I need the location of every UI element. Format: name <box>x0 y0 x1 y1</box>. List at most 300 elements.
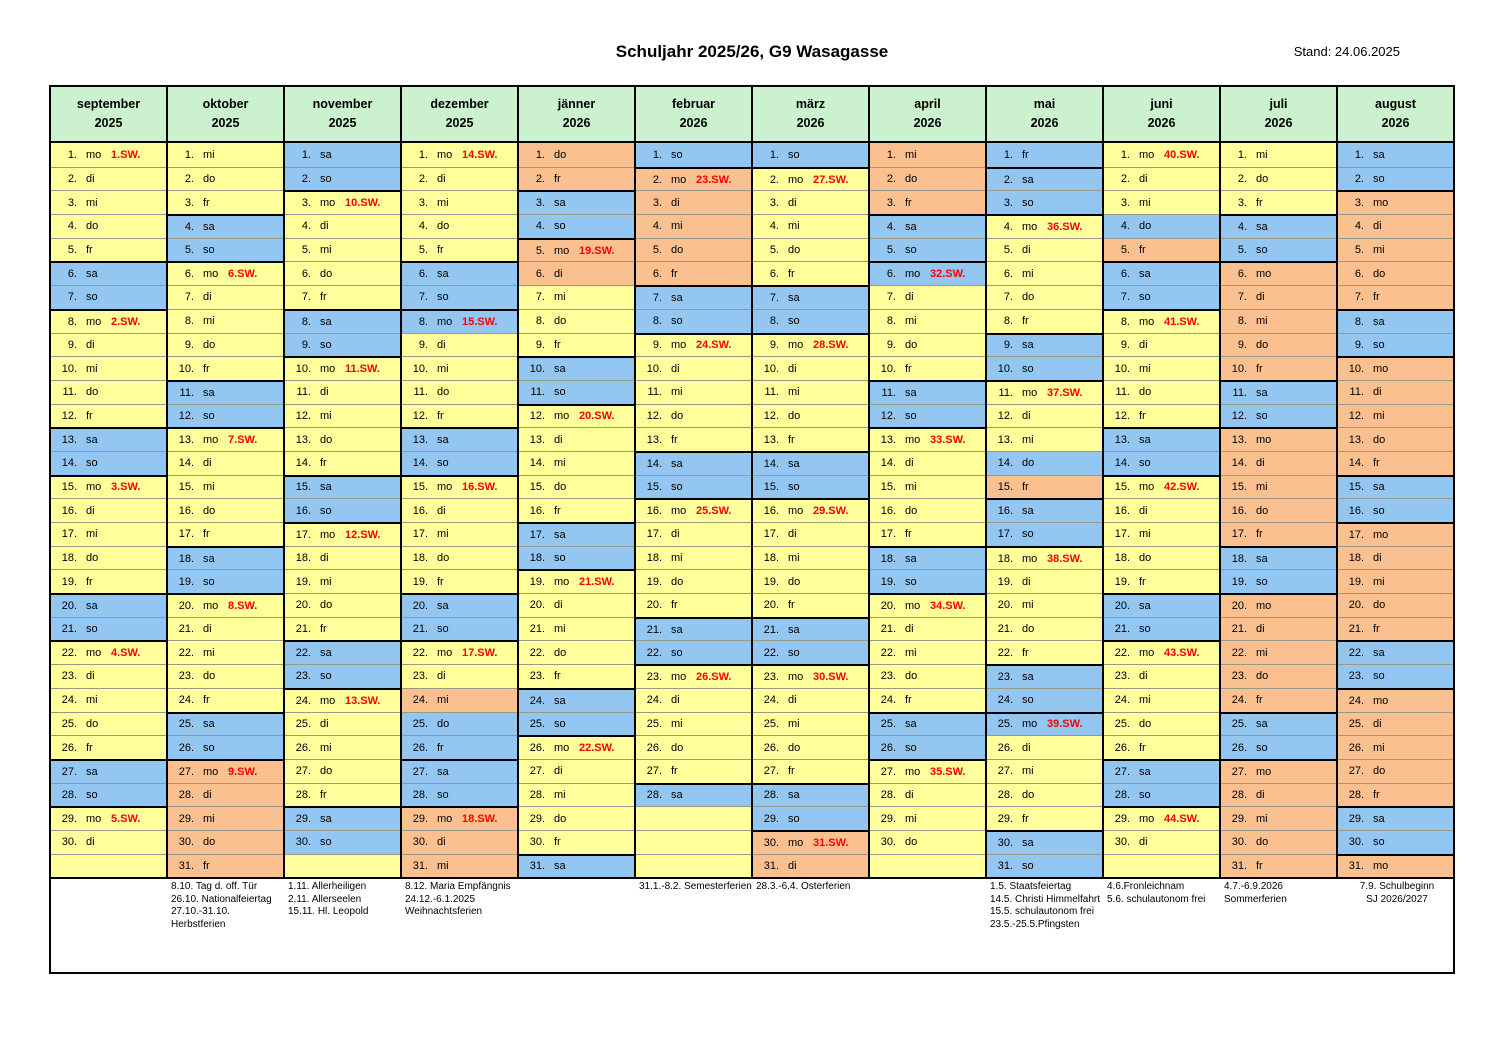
day-cell-august-4 <box>1338 214 1453 238</box>
day-cell-februar-27 <box>636 759 751 783</box>
day-number: 31. <box>763 859 779 872</box>
day-number: 8. <box>769 315 779 328</box>
day-cell-mai-23 <box>987 664 1102 688</box>
day-weekday: so <box>320 173 332 186</box>
day-cell-september-3 <box>51 190 166 214</box>
day-weekday: mo <box>320 694 336 707</box>
day-number: 14. <box>880 457 896 470</box>
day-cell-september-27 <box>51 759 166 783</box>
day-number: 30. <box>1231 836 1247 849</box>
day-cell-juli-17 <box>1221 522 1336 546</box>
day-weekday: mi <box>320 741 332 754</box>
month-column-september <box>51 87 168 877</box>
day-number: 12. <box>1231 409 1247 422</box>
day-number: 22. <box>61 647 77 660</box>
day-number: 11. <box>1349 386 1364 399</box>
day-weekday: sa <box>203 718 215 731</box>
day-number: 13. <box>1231 434 1247 447</box>
day-number: 16. <box>61 504 77 517</box>
day-weekday: mo <box>788 505 804 518</box>
day-cell-august-23 <box>1338 664 1453 688</box>
day-cell-april-2 <box>870 167 985 191</box>
day-cell-dezember-31 <box>402 854 517 878</box>
day-number: 26. <box>61 741 77 754</box>
day-weekday: mo <box>554 410 570 423</box>
day-weekday: sa <box>1373 813 1385 826</box>
day-cell-mai-1 <box>987 143 1102 167</box>
day-number: 2. <box>652 173 662 186</box>
note-line: 1.5. Staatsfeiertag <box>990 881 1072 893</box>
day-weekday: di <box>437 173 446 186</box>
day-number: 7. <box>184 291 194 304</box>
day-weekday: so <box>437 457 449 470</box>
day-weekday: di <box>86 173 95 186</box>
day-weekday: di <box>554 267 563 280</box>
day-weekday: fr <box>905 528 912 541</box>
note-cell-april <box>870 879 987 972</box>
day-number: 16. <box>529 504 545 517</box>
month-year: 2025 <box>445 116 474 130</box>
day-weekday: di <box>1139 504 1148 517</box>
day-number: 8. <box>886 315 896 328</box>
day-cell-juli-19 <box>1221 569 1336 593</box>
school-week-badge: 10.SW. <box>345 197 381 210</box>
day-cell-juni-1 <box>1104 143 1219 167</box>
day-cell-april-11 <box>870 380 985 404</box>
day-cell-märz-20 <box>753 593 868 617</box>
day-number: 25. <box>412 717 428 730</box>
day-number: 13. <box>412 434 428 447</box>
day-number: 29. <box>412 813 428 826</box>
day-cell-november-24 <box>285 688 400 712</box>
day-number: 19. <box>1231 575 1247 588</box>
day-weekday: do <box>554 812 567 825</box>
day-weekday: so <box>1373 836 1385 849</box>
day-number: 10. <box>61 362 77 375</box>
note-line: 27.10.-31.10. <box>171 906 230 918</box>
day-number: 19. <box>529 576 545 589</box>
day-cell-februar-13 <box>636 427 751 451</box>
day-cell-februar-5 <box>636 238 751 262</box>
day-cell-mai-24 <box>987 688 1102 712</box>
day-number: 25. <box>61 717 77 730</box>
day-number: 21. <box>412 623 428 636</box>
day-cell-juli-15 <box>1221 475 1336 499</box>
day-weekday: do <box>1373 599 1386 612</box>
day-number: 24. <box>997 694 1013 707</box>
day-cell-august-25 <box>1338 712 1453 736</box>
day-weekday: do <box>1139 386 1152 399</box>
day-cell-september-2 <box>51 167 166 191</box>
month-header-august <box>1338 87 1453 143</box>
day-cell-juni-30 <box>1104 830 1219 854</box>
day-number: 31. <box>412 859 428 872</box>
day-number: 13. <box>1114 434 1130 447</box>
day-number: 10. <box>1114 362 1130 375</box>
day-weekday: sa <box>554 860 566 873</box>
day-weekday: mo <box>437 813 453 826</box>
day-weekday: mi <box>437 859 449 872</box>
day-number: 3. <box>886 196 896 209</box>
day-number: 4. <box>1003 220 1013 233</box>
day-number: 6. <box>67 268 77 281</box>
day-number: 11. <box>764 386 779 399</box>
day-weekday: mo <box>1022 220 1038 233</box>
day-weekday: so <box>320 504 332 517</box>
day-number: 23. <box>412 670 428 683</box>
day-cell-oktober-17 <box>168 522 283 546</box>
day-weekday: fr <box>437 575 444 588</box>
day-weekday: mo <box>437 148 453 161</box>
day-cell-april-21 <box>870 617 985 641</box>
month-column-oktober <box>168 87 285 877</box>
day-weekday: do <box>437 717 450 730</box>
day-weekday: fr <box>1022 812 1029 825</box>
day-cell-juli-14 <box>1221 451 1336 475</box>
day-number: 8. <box>1120 315 1130 328</box>
day-cell-jänner-15 <box>519 475 634 499</box>
day-number: 15. <box>529 480 545 493</box>
day-cell-august-14 <box>1338 451 1453 475</box>
day-cell-september-5 <box>51 238 166 262</box>
day-number: 23. <box>295 670 311 683</box>
day-weekday: do <box>320 599 333 612</box>
day-weekday: fr <box>1139 741 1146 754</box>
note-cell-juli <box>1221 879 1338 972</box>
day-cell-april-8 <box>870 309 985 333</box>
day-number: 26. <box>646 741 662 754</box>
day-cell-juli-9 <box>1221 333 1336 357</box>
day-cell-september-23 <box>51 664 166 688</box>
day-number: 17. <box>412 528 428 541</box>
day-number: 6. <box>535 267 545 280</box>
day-cell-jänner-12 <box>519 404 634 428</box>
day-weekday: do <box>203 338 216 351</box>
day-weekday: fr <box>1256 196 1263 209</box>
day-number: 15. <box>997 480 1013 493</box>
day-number: 17. <box>178 528 194 541</box>
day-number: 5. <box>184 244 194 257</box>
day-number: 20. <box>295 599 311 612</box>
day-weekday: di <box>1256 788 1265 801</box>
day-cell-dezember-29 <box>402 806 517 830</box>
day-cell-april-6 <box>870 261 985 285</box>
day-cell-november-29 <box>285 806 400 830</box>
day-number: 14. <box>529 457 545 470</box>
day-weekday: di <box>788 694 797 707</box>
day-cell-juli-2 <box>1221 167 1336 191</box>
day-number: 10. <box>178 362 194 375</box>
day-cell-september-17 <box>51 522 166 546</box>
day-number: 28. <box>295 788 311 801</box>
note-cell-dezember <box>402 879 519 972</box>
day-weekday: di <box>1139 338 1148 351</box>
day-cell-november-2 <box>285 167 400 191</box>
day-weekday: sa <box>1256 220 1268 233</box>
day-weekday: mo <box>1373 528 1389 541</box>
day-weekday: sa <box>671 291 683 304</box>
month-name: september <box>76 96 141 111</box>
day-cell-juni-21 <box>1104 617 1219 641</box>
school-week-badge: 5.SW. <box>111 813 141 826</box>
day-number: 21. <box>997 623 1013 636</box>
day-number: 30. <box>529 836 545 849</box>
day-weekday: so <box>203 244 215 257</box>
day-weekday: do <box>1022 788 1035 801</box>
day-weekday: di <box>1256 457 1265 470</box>
day-number: 23. <box>763 670 779 683</box>
day-number: 4. <box>769 220 779 233</box>
day-number: 20. <box>178 599 194 612</box>
month-name: märz <box>795 96 826 111</box>
note-line: 28.3.-6.4. Osterferien <box>756 881 851 893</box>
day-cell-september-21 <box>51 617 166 641</box>
day-cell-dezember-3 <box>402 190 517 214</box>
day-cell-februar-28 <box>636 783 751 807</box>
day-weekday: di <box>788 196 797 209</box>
day-weekday: mo <box>203 599 219 612</box>
day-cell-jänner-16 <box>519 498 634 522</box>
day-number: 3. <box>418 196 428 209</box>
note-line: 7.9. Schulbeginn <box>1359 881 1435 893</box>
day-weekday: di <box>671 694 680 707</box>
day-cell-juli-31 <box>1221 854 1336 878</box>
day-cell-juli-26 <box>1221 735 1336 759</box>
day-cell-september-11 <box>51 380 166 404</box>
day-weekday: mi <box>203 148 215 161</box>
day-weekday: do <box>1373 433 1386 446</box>
day-cell-märz-2 <box>753 167 868 191</box>
day-weekday: mi <box>1373 409 1385 422</box>
day-number: 5. <box>1237 244 1247 257</box>
day-weekday: sa <box>86 268 98 281</box>
day-cell-mai-8 <box>987 309 1102 333</box>
day-number: 31. <box>178 859 194 872</box>
day-weekday: so <box>554 220 566 233</box>
day-weekday: so <box>1256 244 1268 257</box>
day-weekday: di <box>554 599 563 612</box>
school-week-badge: 15.SW. <box>462 315 498 328</box>
day-cell-mai-29 <box>987 806 1102 830</box>
day-number: 21. <box>178 623 194 636</box>
day-number: 20. <box>997 599 1013 612</box>
day-cell-juni-11 <box>1104 380 1219 404</box>
day-cell-mai-27 <box>987 759 1102 783</box>
day-cell-august-3 <box>1338 190 1453 214</box>
day-number: 10. <box>997 362 1013 375</box>
day-cell-november-27 <box>285 759 400 783</box>
day-cell-juli-20 <box>1221 593 1336 617</box>
day-cell-februar-20 <box>636 593 751 617</box>
day-cell-märz-13 <box>753 427 868 451</box>
day-cell-april-23 <box>870 664 985 688</box>
day-weekday: do <box>788 244 801 257</box>
day-cell-april-17 <box>870 522 985 546</box>
day-cell-oktober-5 <box>168 238 283 262</box>
day-cell-september-4 <box>51 214 166 238</box>
month-column-august <box>1338 87 1453 877</box>
day-number: 16. <box>880 504 896 517</box>
day-weekday: do <box>788 575 801 588</box>
day-cell-oktober-13 <box>168 427 283 451</box>
day-cell-jänner-25 <box>519 712 634 736</box>
day-number: 5. <box>886 244 896 257</box>
day-number: 15. <box>1348 481 1364 494</box>
day-weekday: so <box>437 291 449 304</box>
day-weekday: so <box>203 741 215 754</box>
day-number: 31. <box>529 860 545 873</box>
day-weekday: fr <box>320 291 327 304</box>
school-week-badge: 32.SW. <box>930 268 966 281</box>
day-cell-mai-15 <box>987 475 1102 499</box>
day-number: 13. <box>997 433 1013 446</box>
day-number: 12. <box>646 409 662 422</box>
day-weekday: di <box>86 836 95 849</box>
day-number: 26. <box>1348 741 1364 754</box>
day-weekday: do <box>905 670 918 683</box>
day-cell-dezember-8 <box>402 309 517 333</box>
day-number: 22. <box>1231 646 1247 659</box>
day-cell-dezember-22 <box>402 640 517 664</box>
school-week-badge: 7.SW. <box>228 434 258 447</box>
day-cell-dezember-12 <box>402 404 517 428</box>
day-weekday: so <box>1256 741 1268 754</box>
day-cell-juli-10 <box>1221 356 1336 380</box>
day-cell-juni-29 <box>1104 806 1219 830</box>
day-cell-dezember-1 <box>402 143 517 167</box>
day-number: 14. <box>1348 457 1364 470</box>
month-header-november <box>285 87 400 143</box>
month-name: juli <box>1269 96 1288 111</box>
school-week-badge: 35.SW. <box>930 765 966 778</box>
day-cell-mai-10 <box>987 356 1102 380</box>
day-number: 10. <box>763 362 779 375</box>
day-cell-märz-11 <box>753 380 868 404</box>
day-weekday: do <box>86 220 99 233</box>
day-number: 5. <box>769 244 779 257</box>
day-weekday: mo <box>203 434 219 447</box>
day-cell-mai-9 <box>987 333 1102 357</box>
day-cell-jänner-9 <box>519 333 634 357</box>
day-number: 27. <box>1231 765 1247 778</box>
day-weekday: fr <box>788 765 795 778</box>
day-weekday: fr <box>671 765 678 778</box>
month-name: februar <box>671 96 716 111</box>
day-weekday: mi <box>1139 362 1151 375</box>
day-weekday: sa <box>554 197 566 210</box>
day-number: 29. <box>61 813 77 826</box>
day-weekday: sa <box>788 789 800 802</box>
day-number: 19. <box>997 575 1013 588</box>
day-weekday: do <box>203 836 216 849</box>
day-number: 9. <box>67 338 77 351</box>
school-week-badge: 4.SW. <box>111 647 141 660</box>
day-number: 5. <box>1354 244 1364 257</box>
day-cell-oktober-21 <box>168 617 283 641</box>
day-cell-august-22 <box>1338 640 1453 664</box>
day-weekday: di <box>320 386 329 399</box>
day-number: 14. <box>61 457 77 470</box>
day-number: 2. <box>1237 173 1247 186</box>
day-number: 18. <box>646 552 662 565</box>
month-year: 2025 <box>328 116 357 130</box>
day-cell-april-28 <box>870 783 985 807</box>
day-weekday: di <box>788 859 797 872</box>
day-number: 13. <box>646 433 662 446</box>
day-number: 11. <box>413 386 428 399</box>
day-cell-april-13 <box>870 427 985 451</box>
day-cell-april-4 <box>870 214 985 238</box>
note-line: 15.11. Hl. Leopold <box>288 906 369 918</box>
day-cell-empty <box>285 854 400 878</box>
day-weekday: mo <box>1139 813 1155 826</box>
school-week-badge: 29.SW. <box>813 505 849 518</box>
day-weekday: di <box>203 623 212 636</box>
day-cell-april-25 <box>870 712 985 736</box>
day-cell-juni-15 <box>1104 475 1219 499</box>
day-weekday: mi <box>203 646 215 659</box>
day-cell-november-6 <box>285 261 400 285</box>
day-cell-empty <box>636 806 751 830</box>
day-cell-februar-6 <box>636 261 751 285</box>
day-cell-november-10 <box>285 356 400 380</box>
day-weekday: sa <box>554 528 566 541</box>
day-number: 18. <box>529 552 545 565</box>
day-cell-dezember-10 <box>402 356 517 380</box>
day-weekday: so <box>86 291 98 304</box>
day-weekday: sa <box>1373 647 1385 660</box>
day-number: 20. <box>529 599 545 612</box>
day-cell-dezember-6 <box>402 261 517 285</box>
day-weekday: di <box>437 504 446 517</box>
day-weekday: sa <box>788 623 800 636</box>
month-header-februar <box>636 87 751 143</box>
day-weekday: sa <box>905 386 917 399</box>
day-weekday: di <box>554 433 563 446</box>
day-number: 3. <box>652 196 662 209</box>
month-name: dezember <box>430 96 489 111</box>
day-weekday: di <box>1022 575 1031 588</box>
school-week-badge: 3.SW. <box>111 481 141 494</box>
day-weekday: sa <box>320 647 332 660</box>
day-weekday: so <box>1256 409 1268 422</box>
day-weekday: so <box>1139 457 1151 470</box>
day-cell-jänner-7 <box>519 285 634 309</box>
day-number: 17. <box>1348 528 1364 541</box>
day-number: 2. <box>886 173 896 186</box>
day-weekday: fr <box>437 741 444 754</box>
day-cell-jänner-29 <box>519 806 634 830</box>
day-cell-oktober-11 <box>168 380 283 404</box>
day-cell-mai-16 <box>987 498 1102 522</box>
day-number: 26. <box>295 741 311 754</box>
day-weekday: sa <box>671 789 683 802</box>
day-cell-juli-7 <box>1221 285 1336 309</box>
day-weekday: mo <box>905 434 921 447</box>
day-cell-dezember-23 <box>402 664 517 688</box>
day-number: 11. <box>998 386 1013 399</box>
day-number: 5. <box>1003 244 1013 257</box>
day-cell-juli-4 <box>1221 214 1336 238</box>
school-week-badge: 16.SW. <box>462 481 498 494</box>
day-number: 26. <box>412 741 428 754</box>
day-weekday: mo <box>1373 860 1389 873</box>
day-weekday: di <box>1139 836 1148 849</box>
day-weekday: do <box>1373 765 1386 778</box>
school-week-badge: 24.SW. <box>696 339 732 352</box>
month-column-märz <box>753 87 870 877</box>
day-cell-märz-1 <box>753 143 868 167</box>
